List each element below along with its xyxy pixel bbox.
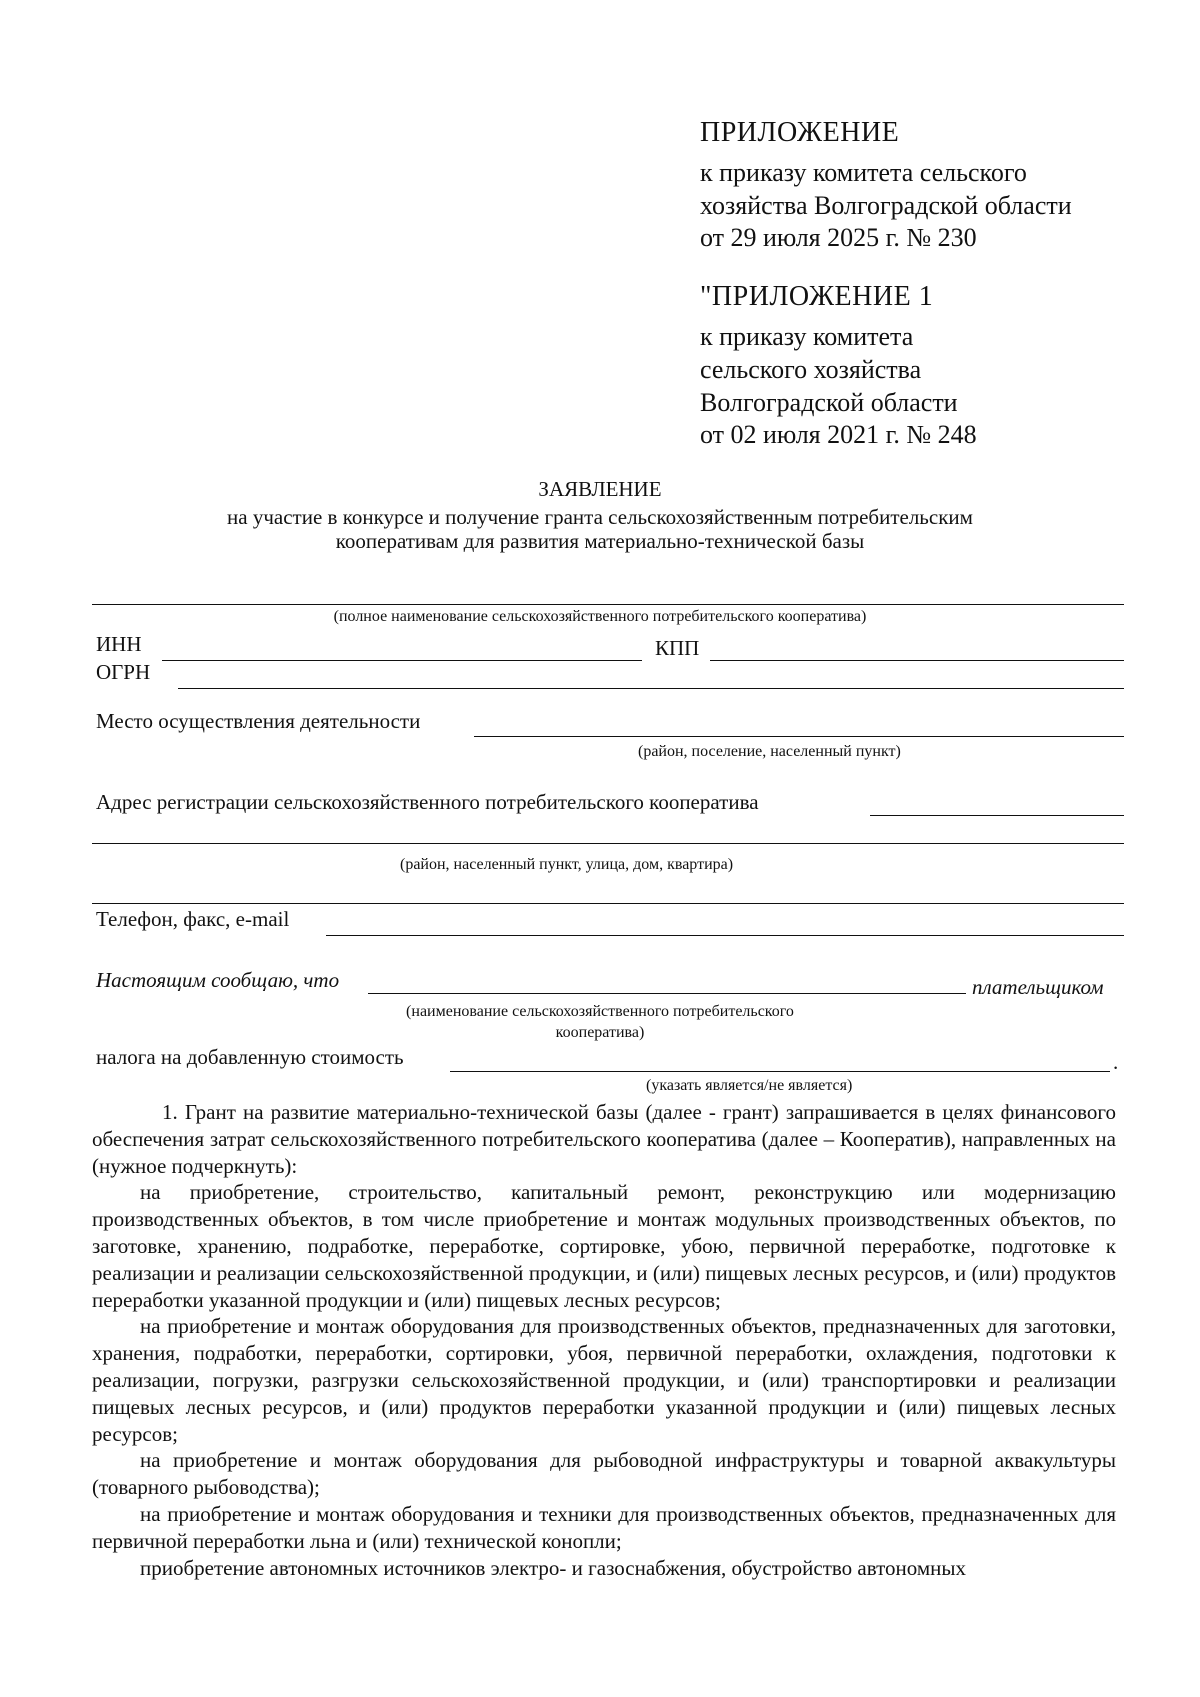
phone-field-line[interactable]	[326, 935, 1124, 936]
address-field-line-1[interactable]	[870, 815, 1124, 816]
subtitle-line-2: кооперативам для развития материально-технической базы	[335, 529, 865, 553]
address-caption: (район, населенный пункт, улица, дом, квартира)	[400, 856, 734, 873]
paragraph-4: на приобретение и монтаж оборудования для рыбоводной инфраструктуры и товарной аквакультуры (товарного рыбоводства);	[92, 1448, 1116, 1500]
ogrn-field-line[interactable]	[178, 688, 1124, 689]
paragraph-5: на приобретение и монтаж оборудования и техники для производственных объектов, предназначенных для первичной переработки льна и (или) технической конопли;	[92, 1501, 1116, 1553]
appendix-line-2: хозяйства Волгоградской области	[700, 191, 1072, 220]
report-caption-1: (наименование сельскохозяйственного потребительского	[406, 1003, 794, 1020]
paragraph-3: на приобретение и монтаж оборудования для производственных объектов, предназначенных для заготовки, хранения, подработки, переработки, сортировки, убоя, первичной переработки, охлаждения, подготовки к реализации, погрузки, разгрузки сельскохозяйственной продукции, и (или) транспортировки и реализации пищевых лесных ресурсов, и (или) продуктов переработки указанной продукции и (или) пищевых лесных ресурсов;	[92, 1314, 1116, 1446]
inn-label: ИНН	[96, 632, 142, 656]
document-title: ЗАЯВЛЕНИЕ	[538, 477, 662, 501]
appendix-line-3: от 29 июля 2025 г. № 230	[700, 223, 977, 252]
report-caption-2: кооператива)	[555, 1024, 645, 1041]
paragraph-6: приобретение автономных источников электро- и газоснабжения, обустройство автономных	[140, 1555, 966, 1580]
vat-end: .	[1113, 1050, 1119, 1074]
paragraph-2: на приобретение, строительство, капитальный ремонт, реконструкцию или модернизацию производственных объектов, в том числе приобретение и монтаж модульных производственных объектов, по заготовке, хранению, подработке, переработке, сортировке, убою, первичной переработке, подготовке к реализации и реализации сельскохозяйственной продукции, и (или) пищевых лесных ресурсов, и (или) продуктов переработки указанной продукции и (или) пищевых лесных ресурсов;	[92, 1180, 1116, 1312]
phone-field-line-top[interactable]	[92, 903, 1124, 904]
name-field-line[interactable]	[92, 604, 1124, 605]
inn-field-line[interactable]	[162, 660, 642, 661]
address-field-line-2[interactable]	[92, 843, 1124, 844]
appendix-line-1: к приказу комитета сельского	[700, 158, 1027, 187]
place-label: Место осуществления деятельности	[96, 709, 421, 733]
subtitle-line-1: на участие в конкурсе и получение гранта сельскохозяйственным потребительским	[227, 505, 973, 529]
place-caption: (район, поселение, населенный пункт)	[638, 743, 901, 760]
payer-label: плательщиком	[972, 975, 1104, 999]
appendix1-line-2: сельского хозяйства	[700, 355, 922, 384]
appendix1-line-3: Волгоградской области	[700, 388, 958, 417]
report-label: Настоящим сообщаю, что	[96, 968, 340, 992]
vat-caption: (указать является/не является)	[646, 1077, 853, 1094]
kpp-field-line[interactable]	[710, 660, 1124, 661]
appendix1-line-1: к приказу комитета	[700, 322, 914, 351]
body-text	[92, 1099, 1116, 1581]
address-label: Адрес регистрации сельскохозяйственного потребительского кооператива	[96, 790, 759, 814]
kpp-label: КПП	[655, 636, 700, 660]
name-caption: (полное наименование сельскохозяйственного потребительского кооператива)	[333, 608, 867, 625]
phone-label: Телефон, факс, e-mail	[96, 907, 290, 931]
vat-label: налога на добавленную стоимость	[96, 1045, 404, 1069]
ogrn-label: ОГРН	[96, 660, 151, 684]
place-field-line[interactable]	[474, 736, 1124, 737]
appendix-title: ПРИЛОЖЕНИЕ	[700, 117, 900, 148]
appendix1-title: "ПРИЛОЖЕНИЕ 1	[700, 281, 934, 312]
vat-field-line[interactable]	[450, 1071, 1110, 1072]
paragraph-1: 1. Грант на развитие материально-технической базы (далее - грант) запрашивается в целях финансового обеспечения затрат сельскохозяйственного потребительского кооператива (далее – Кооператив), направленных на (нужное подчеркнуть):	[92, 1100, 1116, 1178]
report-field-line[interactable]	[368, 993, 966, 994]
appendix1-line-4: от 02 июля 2021 г. № 248	[700, 420, 977, 449]
